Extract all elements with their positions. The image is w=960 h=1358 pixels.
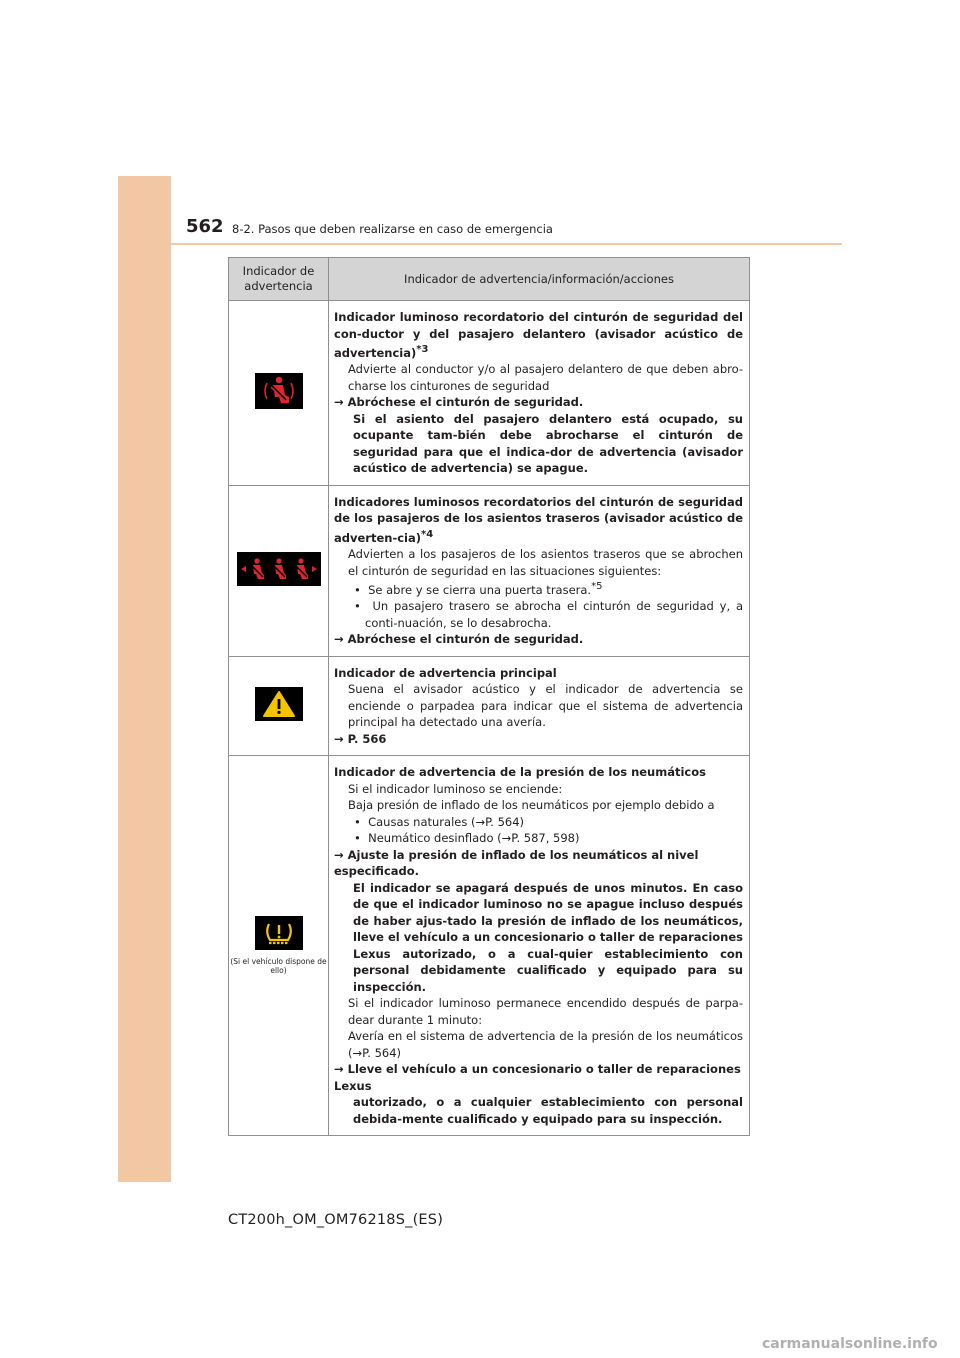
bullet-item: • Un pasajero trasero se abrocha el cinturón de seguridad y, a conti-nuación, se lo desabrocha. (354, 599, 743, 630)
document-code: CT200h_OM_OM76218S_(ES) (228, 1212, 444, 1228)
row-title: Indicador de advertencia de la presión de los neumáticos (334, 765, 706, 780)
bullet-item: • Se abre y se cierra una puerta trasera.$^{*5}$ (354, 581, 603, 597)
watermark: carmanualsonline.info (762, 1336, 938, 1352)
row-description: Avería en el sistema de advertencia de la presión de los neumáticos (→P. 564) (348, 1029, 743, 1060)
row-description: Si el indicador luminoso permanece encendido después de parpa-dear durante 1 minuto: (348, 996, 743, 1027)
info-cell (329, 656, 750, 756)
info-cell (329, 301, 750, 486)
row-action-detail: El indicador se apagará después de unos minutos. En caso de que el indicador luminoso no se apague incluso después de haber ajus-tado la presión de inflado de los neumáticos, lleve el vehículo a un concesionario o taller de reparaciones Lexus autorizado, o a cual-quier establecimiento con personal debidamente cualificado y equipado para su inspección. (353, 880, 743, 994)
row-action-detail: Si el asiento del pasajero delantero está ocupado, su ocupante tam-bién debe abrocharse el cinturón de seguridad para que el indica-dor de advertencia (avisador acústico de advertencia) se apague. (353, 411, 743, 476)
row-description: Si el indicador luminoso se enciende: (348, 781, 563, 796)
row-title: Indicadores luminosos recordatorios del cinturón de seguridad de los pasajeros de los asientos traseros (avisador acústico de adverten-cia)$^{*4}$ (334, 494, 743, 545)
row-description: Suena el avisador acústico y el indicador de advertencia se enciende o parpadea para indicar que el sistema de advertencia principal ha detectado una avería. (348, 682, 743, 730)
indicator-cell (229, 656, 329, 756)
row-description: Baja presión de inflado de los neumáticos por ejemplo debido a (348, 798, 715, 813)
row-action: → P. 566 (334, 731, 387, 746)
row-action: → Ajuste la presión de inflado de los neumáticos al nivel especificado. (334, 847, 699, 879)
bullet-item: • Causas naturales (→P. 564) (354, 814, 524, 829)
table-row (229, 756, 750, 1136)
row-title: Indicador luminoso recordatorio del cinturón de seguridad del con-ductor y del pasajero delantero (avisador acústico de advertencia)$^{*3}$ (334, 310, 743, 360)
table-header-row (229, 258, 750, 301)
row-action: → Abróchese el cinturón de seguridad. (334, 395, 584, 410)
warning-table (228, 257, 750, 1136)
page-number: 562 (186, 216, 224, 237)
column-header-info: Indicador de advertencia/información/acciones (329, 258, 750, 301)
chapter-tab-bar (118, 176, 171, 1182)
info-cell (329, 756, 750, 1136)
seatbelt-reminder-icon (255, 373, 303, 409)
indicator-cell (229, 301, 329, 486)
icon-caption: (Si el vehículo dispone de ello) (230, 957, 327, 976)
row-action: → Abróchese el cinturón de seguridad. (334, 632, 584, 647)
column-header-indicator: Indicador de advertencia (229, 258, 329, 301)
info-cell (329, 485, 750, 656)
row-description: Advierte al conductor y/o al pasajero delantero de que deben abro-charse los cinturones de seguridad (348, 362, 743, 393)
tire-pressure-warning-icon (255, 916, 303, 950)
row-action: → Lleve el vehículo a un concesionario o taller de reparaciones Lexus (334, 1062, 741, 1093)
row-action-detail: autorizado, o a cualquier establecimiento con personal debida-mente cualificado y equipado para su inspección. (353, 1095, 743, 1126)
section-title: 8-2. Pasos que deben realizarse en caso de emergencia (232, 222, 553, 236)
header-divider (171, 243, 842, 245)
row-title: Indicador de advertencia principal (334, 665, 557, 680)
row-description: Advierten a los pasajeros de los asientos traseros que se abrochen el cinturón de seguridad en las situaciones siguientes: (348, 547, 743, 578)
rear-seatbelt-reminder-icon (237, 552, 321, 586)
table-row (229, 485, 750, 656)
indicator-cell (229, 485, 329, 656)
master-warning-icon (255, 687, 303, 721)
bullet-item: • Neumático desinflado (→P. 587, 598) (354, 831, 580, 846)
indicator-cell (229, 756, 329, 1136)
table-row (229, 301, 750, 486)
table-row (229, 656, 750, 756)
